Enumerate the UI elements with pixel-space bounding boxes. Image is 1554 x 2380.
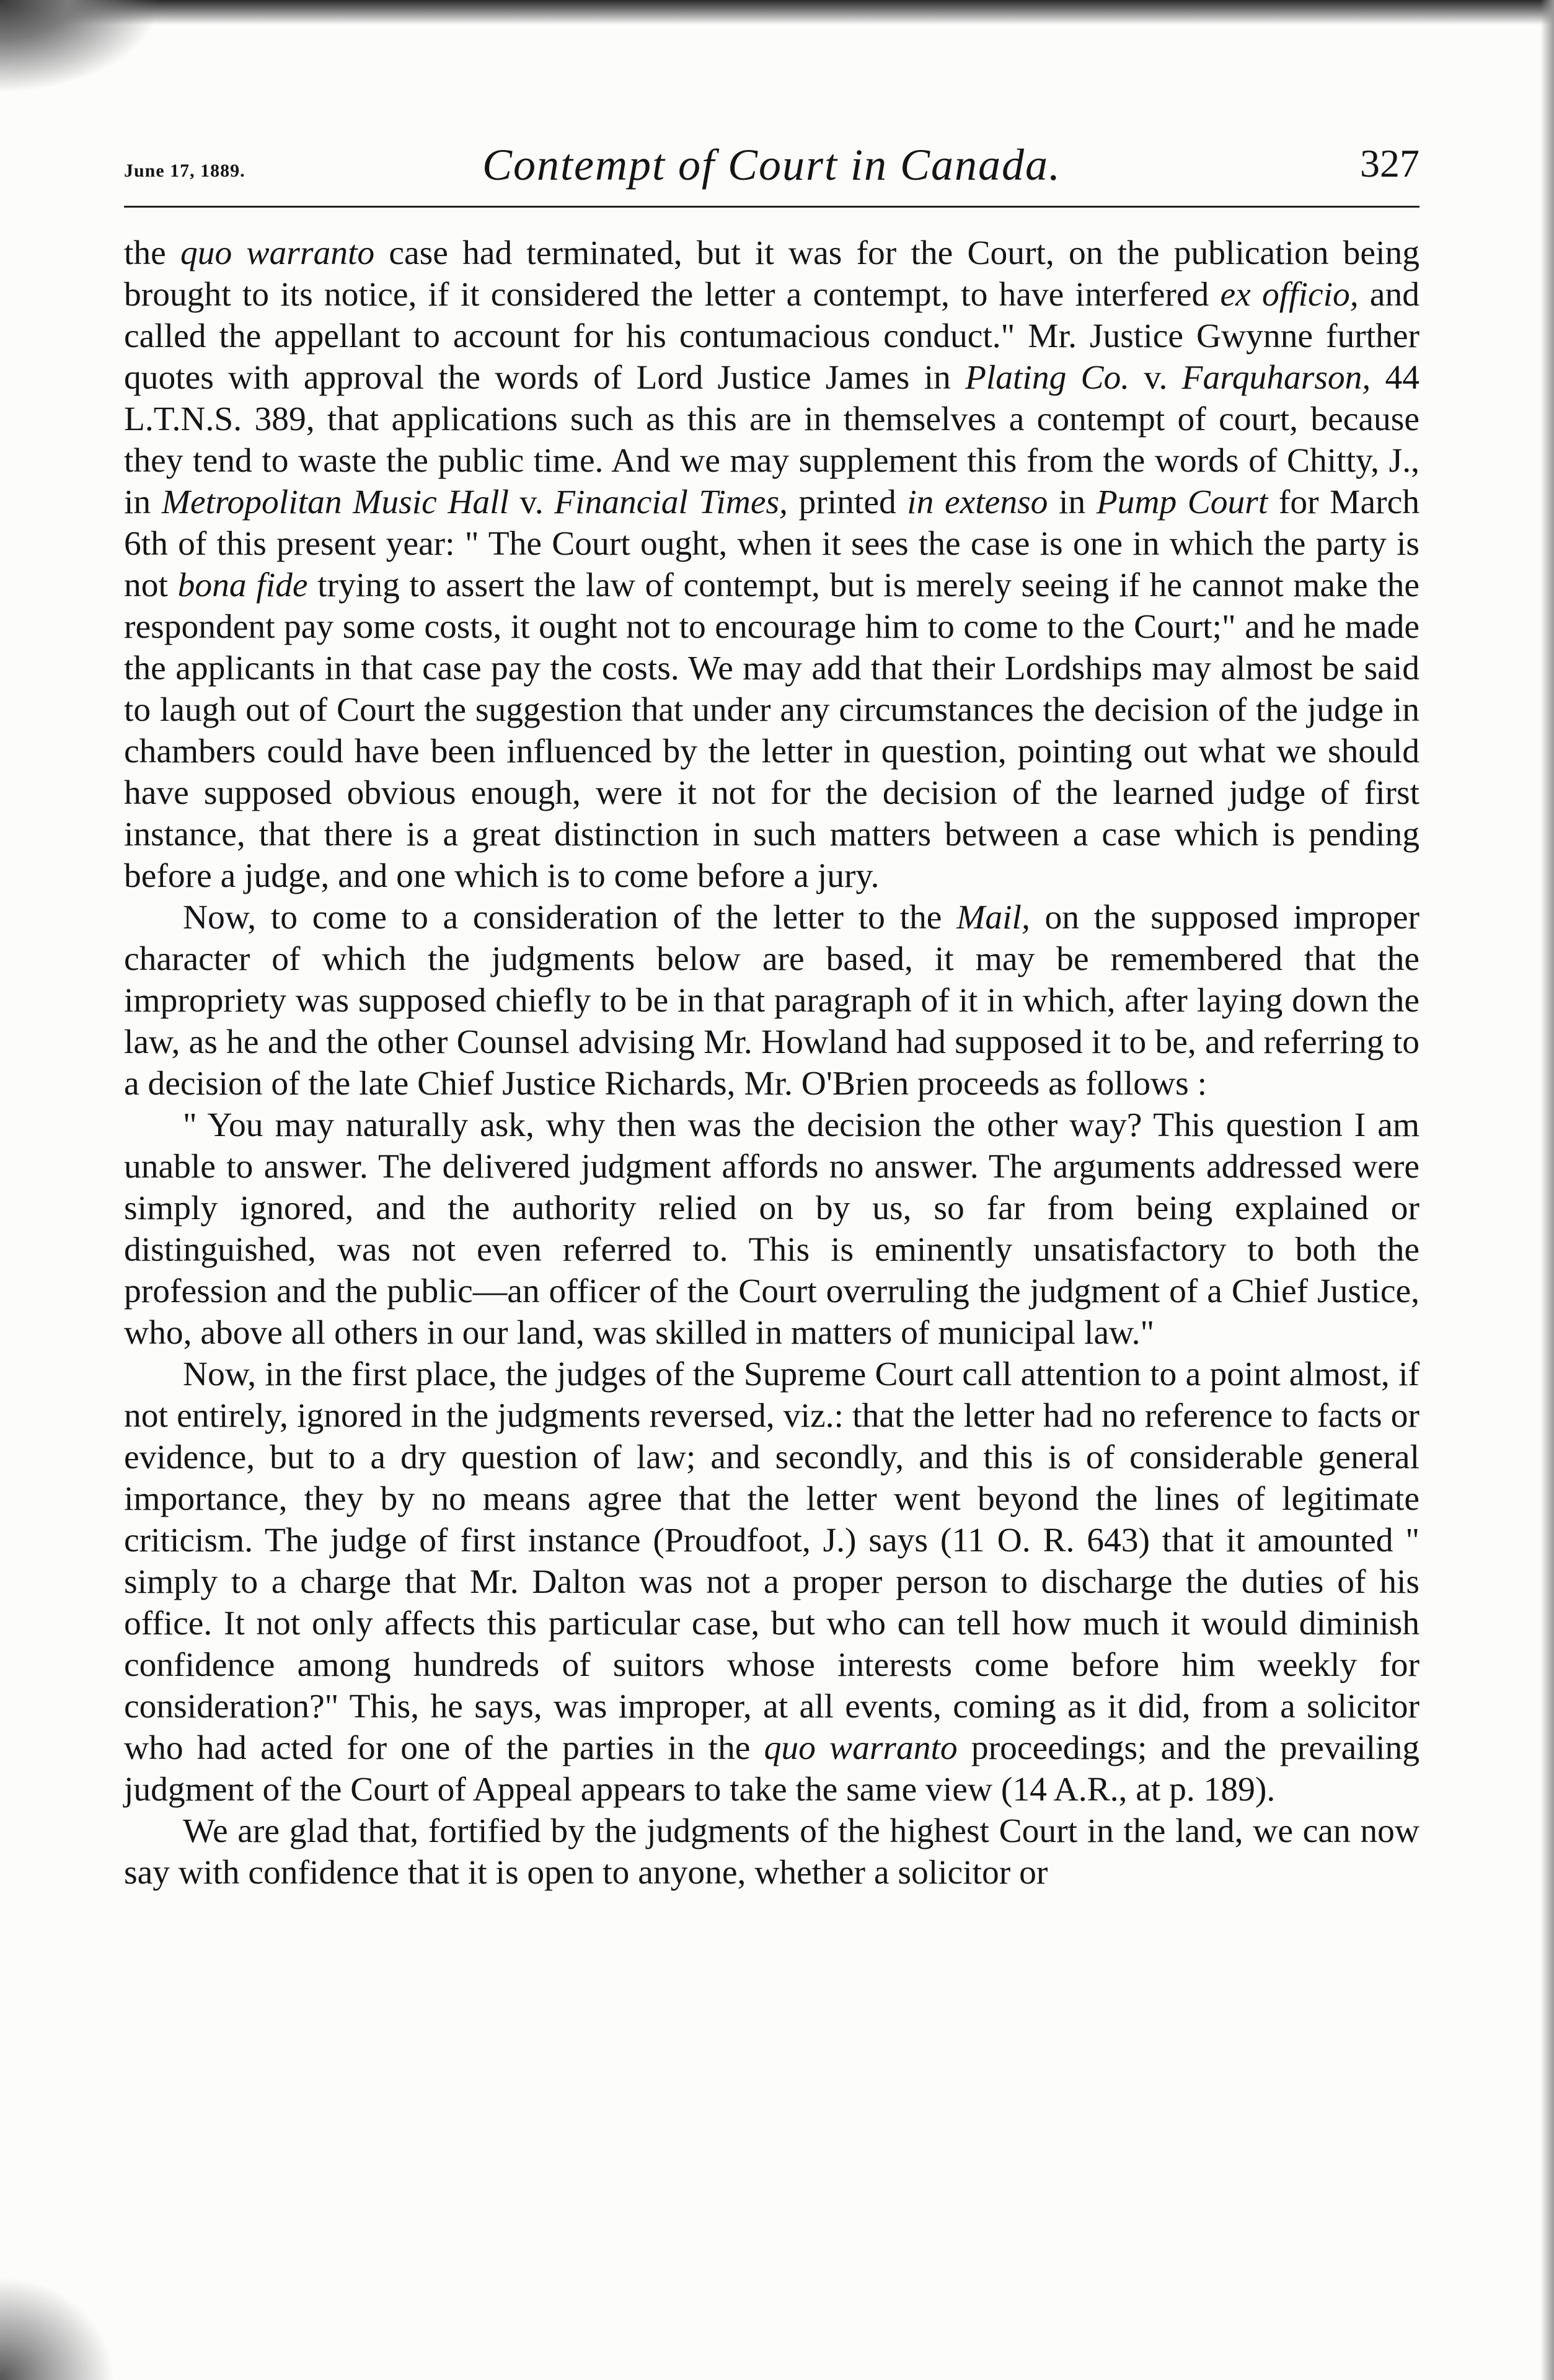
paragraph-4: Now, in the first place, the judges of the Supreme Court call attention to a point almost, if not entirely, ignored in the judgments reversed, viz.: that the letter had no reference to facts or evidence, but to a dry question of law; and secondly, and this is of considerable general importance, they by no means agree that the letter went beyond the lines of legitimate criticism. The judge of first instance (Proudfoot, J.) says (11 O. R. 643) that it amounted " simply to a charge that Mr. Dalton was not a proper person to discharge the duties of his office. It not only affects this particular case, but who can tell how much it would diminish confidence among hundreds of suitors whose interests come before him weekly for consideration?" This, he says, was improper, at all events, coming as it did, from a solicitor who had acted for one of the parties in the quo warranto proceedings; and the prevailing judgment of the Court of Appeal appears to take the same view (14 A.R., at p. 189). bbox=[124, 1355, 1420, 1809]
scan-corner-shadow-top-left bbox=[0, 0, 161, 93]
scan-edge-shadow-top bbox=[0, 0, 1554, 25]
paragraph-1: the quo warranto case had terminated, but it was for the Court, on the publication being brought to its notice, if it considered the letter a contempt, to have interfered ex officio, and called the appellant to account for his contumacious conduct." Mr. Justice Gwynne further quotes with approval the words of Lord Justice James in Plating Co. v. Farquharson, 44 L.T.N.S. 389, that applications such as this are in themselves a contempt of court, because they tend to waste the public time. And we may supplement this from the words of Chitty, J., in Metropolitan Music Hall v. Financial Times, printed in extenso in Pump Court for March 6th of this present year: " The Court ought, when it sees the case is one in which the party is not bona fide trying to assert the law of contempt, but is merely seeing if he cannot make the respondent pay some costs, it ought not to encourage him to come to the Court;" and he made the applicants in that case pay the costs. We may add that their Lordships may almost be said to laugh out of Court the suggestion that under any circumstances the decision of the judge in chambers could have been influenced by the letter in question, pointing out what we should have supposed obvious enough, were it not for the decision of the learned judge of first instance, that there is a great distinction in such matters between a case which is pending before a judge, and one which is to come before a jury. bbox=[124, 234, 1420, 895]
scan-edge-shadow-right bbox=[1540, 0, 1554, 2380]
scan-corner-shadow-bottom-left bbox=[0, 2268, 124, 2380]
paragraph-2: Now, to come to a consideration of the letter to the Mail, on the supposed improper character of which the judgments below are based, it may be remembered that the impropriety was supposed chiefly to be in that paragraph of it in which, after laying down the law, as he and the other Counsel advising Mr. Howland had supposed it to be, and referring to a decision of the late Chief Justice Richards, Mr. O'Brien proceeds as follows : bbox=[124, 899, 1419, 1103]
page-number: 327 bbox=[1360, 141, 1419, 185]
quoted-letter-paragraph: " You may naturally ask, why then was the decision the other way? This question I am unable to answer. The delivered judgment affords no answer. The arguments addressed were simply ignored, and the authority relied on by us, so far from being explained or distinguished, was not even referred to. This is eminently unsatisfactory to both the profession and the public—an officer of the Court overruling the judgment of a Chief Justice, who, above all others in our land, was skilled in matters of municipal law." bbox=[124, 1106, 1419, 1352]
header-title: Contempt of Court in Canada. bbox=[482, 140, 1062, 190]
running-header bbox=[124, 133, 1419, 195]
paragraph-5: We are glad that, fortified by the judgments of the highest Court in the land, we can now say with confidence that it is open to anyone, whether a solicitor or bbox=[124, 1812, 1419, 1892]
header-rule bbox=[124, 206, 1419, 208]
article-body bbox=[124, 232, 1419, 1893]
header-date: June 17, 1889. bbox=[124, 161, 245, 181]
